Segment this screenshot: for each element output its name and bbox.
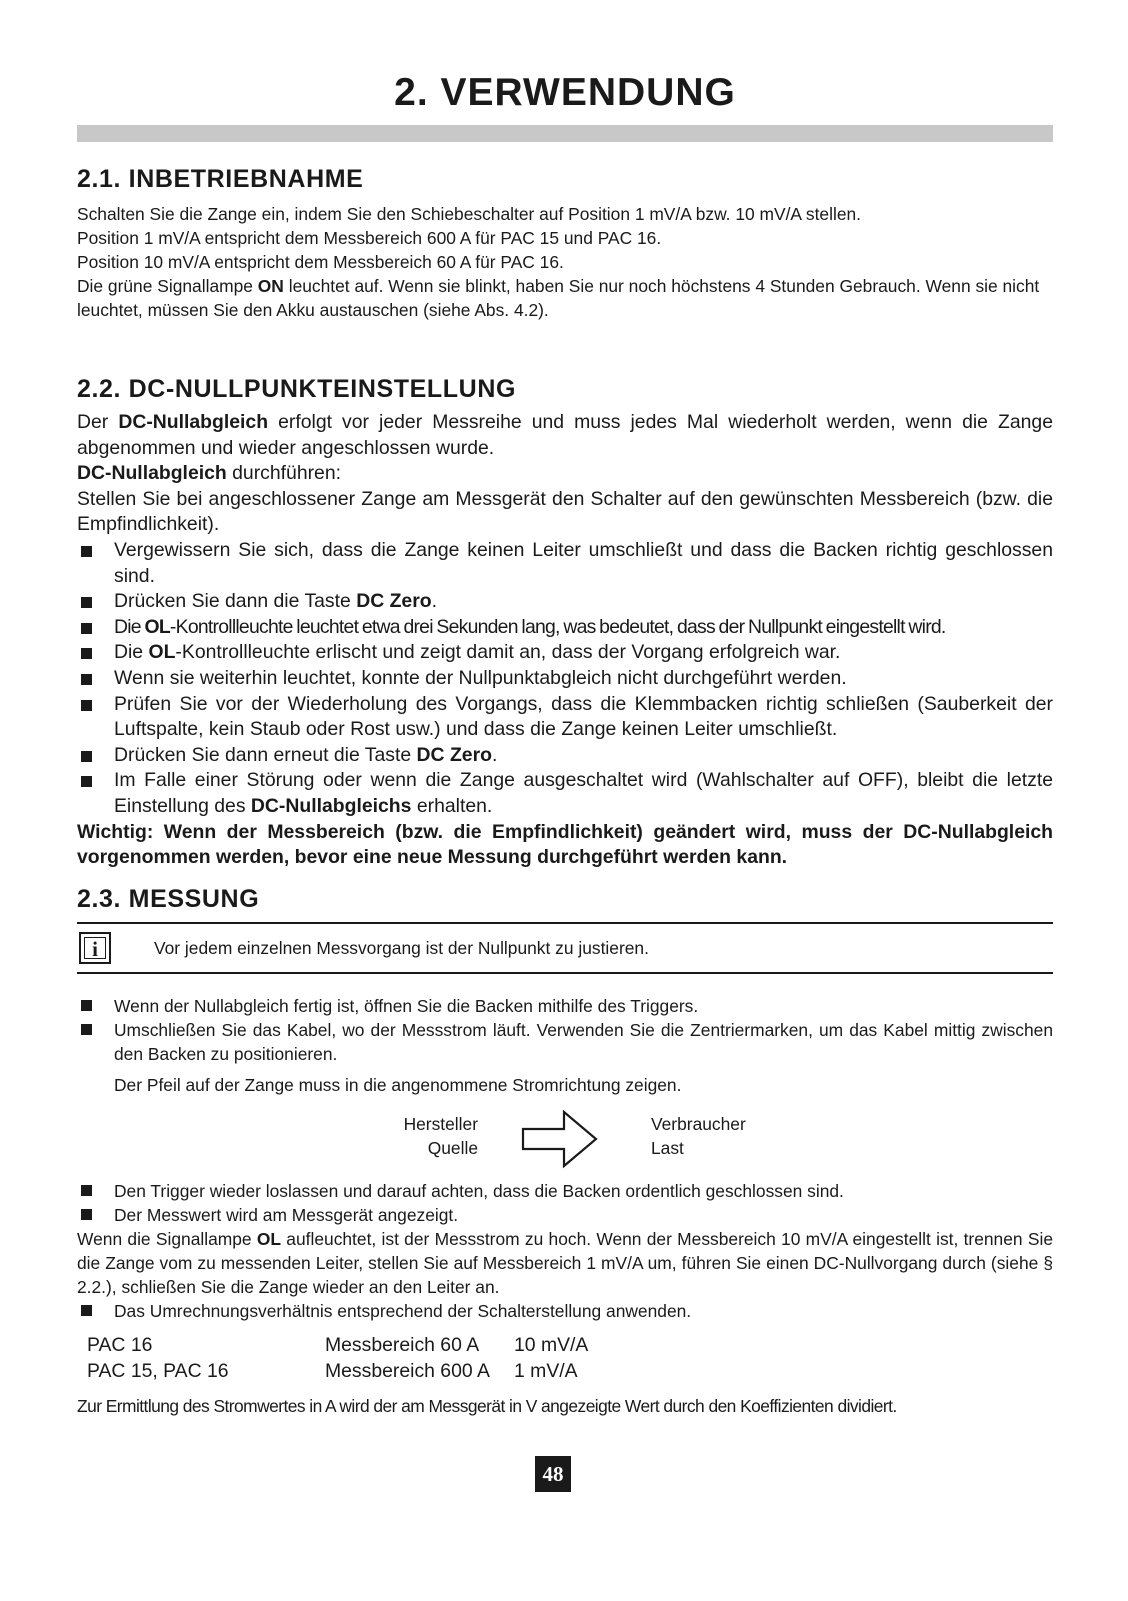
bullet-square-icon bbox=[81, 1024, 92, 1035]
paragraph-overload: Wenn die Signallampe OL aufleuchtet, ist der Messstrom zu hoch. Wenn der Messbereich 10 mV/A eingestellt ist, trennen Sie die Zange vom zu messenden Leiter, stellen Sie auf Messbereich 1 mV/A um, führen Sie einen DC-Nullvorgang durch (siehe § 2.2.), schließen Sie die Zange wieder an den Leiter an. bbox=[77, 1229, 1053, 1297]
final-note: Zur Ermittlung des Stromwertes in A wird der am Messgerät in V angezeigte Wert durch den Koeffizienten dividiert. bbox=[77, 1396, 897, 1417]
paragraph: Schalten Sie die Zange ein, indem Sie den Schiebeschalter auf Position 1 mV/A bzw. 10 mV/A stellen. bbox=[77, 204, 862, 224]
list-item: Drücken Sie dann die Taste DC Zero. bbox=[77, 589, 1053, 615]
bullet-list bbox=[77, 1179, 1053, 1227]
list-item: Das Umrechnungsverhältnis entsprechend der Schalterstellung anwenden. bbox=[77, 1299, 1053, 1323]
list-item: Vergewissern Sie sich, dass die Zange keinen Leiter umschließt und dass die Backen richtig geschlossen sind. bbox=[77, 538, 1053, 589]
list-item: Der Messwert wird am Messgerät angezeigt. bbox=[77, 1203, 1053, 1227]
conversion-table bbox=[87, 1333, 1053, 1384]
list-item: Wenn der Nullabgleich fertig ist, öffnen Sie die Backen mithilfe des Triggers. bbox=[77, 994, 1053, 1018]
list-item: Wenn sie weiterhin leuchtet, konnte der Nullpunktabgleich nicht durchgeführt werden. bbox=[77, 666, 1053, 692]
section-dc-nullpunkteinstellung bbox=[77, 375, 1053, 871]
bullet-square-icon bbox=[81, 776, 92, 787]
bullet-list bbox=[77, 538, 1053, 820]
bullet-square-icon bbox=[81, 700, 92, 711]
list-item: Umschließen Sie das Kabel, wo der Messstrom läuft. Verwenden Sie die Zentriermarken, um das Kabel mittig zwischen den Backen zu positionieren. bbox=[77, 1018, 1053, 1066]
bullet-square-icon bbox=[81, 1000, 92, 1011]
paragraph: Position 10 mV/A entspricht dem Messbereich 60 A für PAC 16. bbox=[77, 252, 564, 272]
info-box bbox=[77, 922, 1053, 974]
list-item: Die OL-Kontrollleuchte erlischt und zeigt damit an, dass der Vorgang erfolgreich war. bbox=[77, 640, 1053, 666]
bullet-square-icon bbox=[81, 1305, 92, 1316]
important-note: Wichtig: Wenn der Messbereich (bzw. die Empfindlichkeit) geändert wird, muss der DC-Nullabgleich vorgenommen werden, bevor eine neue Messung durchgeführt werden kann. bbox=[77, 820, 1053, 869]
info-text: Vor jedem einzelnen Messvorgang ist der Nullpunkt zu justieren. bbox=[154, 938, 649, 958]
bullet-list bbox=[77, 994, 1053, 1066]
bullet-square-icon bbox=[81, 674, 92, 685]
destination-labels: Verbraucher Last bbox=[651, 1114, 746, 1158]
arrow-note: Der Pfeil auf der Zange muss in die angenommene Stromrichtung zeigen. bbox=[114, 1075, 682, 1095]
list-item: Prüfen Sie vor der Wiederholung des Vorgangs, dass die Klemmbacken richtig schließen (Sauberkeit der Luftspalte, kein Staub oder Rost usw.) und dass die Zange keinen Leiter umschließt. bbox=[77, 692, 1053, 743]
page-title: 2. VERWENDUNG bbox=[394, 71, 736, 114]
page-number: 48 bbox=[535, 1456, 571, 1492]
paragraph: Position 1 mV/A entspricht dem Messbereich 600 A für PAC 15 und PAC 16. bbox=[77, 228, 662, 248]
table-row: PAC 15, PAC 16 Messbereich 600 A 1 mV/A bbox=[87, 1359, 578, 1382]
section-heading: 2.3. MESSUNG bbox=[77, 885, 260, 913]
bullet-square-icon bbox=[81, 546, 92, 557]
list-item: Im Falle einer Störung oder wenn die Zange ausgeschaltet wird (Wahlschalter auf OFF), bleibt die letzte Einstellung des DC-Nullabgleichs erhalten. bbox=[77, 768, 1053, 819]
table-row: PAC 16 Messbereich 60 A 10 mV/A bbox=[87, 1334, 589, 1356]
section-heading: 2.1. INBETRIEBNAHME bbox=[77, 165, 364, 193]
section-inbetriebnahme bbox=[77, 165, 1053, 322]
paragraph-procedure-label: DC-Nullabgleich durchführen: bbox=[77, 462, 342, 485]
title-underline-bar bbox=[77, 125, 1053, 142]
section-heading: 2.2. DC-NULLPUNKTEINSTELLUNG bbox=[77, 375, 517, 403]
list-item: Die OL-Kontrollleuchte leuchtet etwa drei Sekunden lang, was bedeutet, dass der Nullpunkt eingestellt wird. bbox=[77, 615, 1053, 641]
bullet-list bbox=[77, 1299, 1053, 1323]
manual-page bbox=[77, 0, 1053, 1417]
bullet-square-icon bbox=[81, 648, 92, 659]
list-item: Den Trigger wieder loslassen und darauf achten, dass die Backen ordentlich geschlossen sind. bbox=[77, 1179, 1053, 1203]
section-messung bbox=[77, 885, 1053, 1418]
list-item: Drücken Sie dann erneut die Taste DC Zero. bbox=[77, 743, 1053, 769]
bullet-square-icon bbox=[81, 623, 92, 634]
right-arrow-icon bbox=[521, 1108, 599, 1170]
bullet-square-icon bbox=[81, 751, 92, 762]
current-direction-diagram bbox=[77, 1112, 1053, 1174]
info-icon: i bbox=[79, 932, 111, 964]
source-labels: Hersteller Quelle bbox=[403, 1114, 478, 1158]
bullet-square-icon bbox=[81, 597, 92, 608]
bullet-square-icon bbox=[81, 1209, 92, 1220]
paragraph: Stellen Sie bei angeschlossener Zange am Messgerät den Schalter auf den gewünschten Messbereich (bzw. die Empfindlichkeit). bbox=[77, 487, 1053, 536]
bullet-square-icon bbox=[81, 1185, 92, 1196]
paragraph-intro: Der DC-Nullabgleich erfolgt vor jeder Messreihe und muss jedes Mal wiederholt werden, wenn die Zange abgenommen und wieder angeschlossen wurde. bbox=[77, 411, 1053, 459]
paragraph-signal-lamp: Die grüne Signallampe ON leuchtet auf. Wenn sie blinkt, haben Sie nur noch höchstens 4 Stunden Gebrauch. Wenn sie nicht leuchtet, müssen Sie den Akku austauschen (siehe Abs. 4.2). bbox=[77, 276, 1040, 320]
